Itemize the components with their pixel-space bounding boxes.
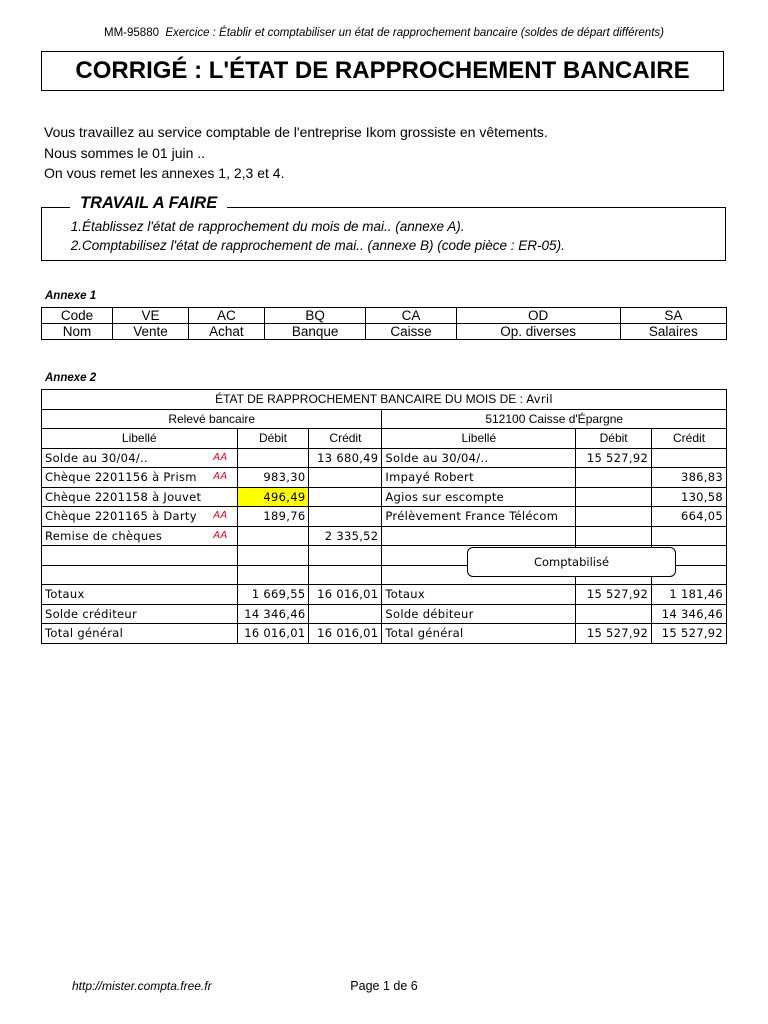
annexe1-cell: OD [456,308,620,324]
intro-line: On vous remet les annexes 1, 2,3 et 4. [44,165,285,181]
table-row [42,526,727,546]
bank-libelle-cell: Solde créditeur [42,604,238,624]
travail-box [41,207,726,261]
table-row [42,487,727,507]
bank-credit-cell [309,565,382,585]
annexe1-cell: Banque [264,324,366,340]
account-libelle-cell: Agios sur escompte [382,487,576,507]
account-credit-cell: 130,58 [652,487,727,507]
account-credit-cell [652,448,727,468]
month-value: Avril [526,392,553,407]
col-libelle: Libellé [382,429,576,449]
annexe1-names-row [42,324,727,340]
annexe1-cell: Code [42,308,113,324]
account-debit-cell [576,487,652,507]
bank-libelle-cell: Chèque 2201158 à Jouvet [42,487,238,507]
aa-mark: AA [213,451,228,463]
bank-libelle-cell: Total général [42,624,238,644]
account-credit-cell: 14 346,46 [652,604,727,624]
bank-libelle-cell: Remise de chèques AA [42,526,238,546]
travail-list [60,217,565,255]
bank-credit-cell: 2 335,52 [309,526,382,546]
bank-credit-cell [309,546,382,566]
annexe1-cell: BQ [264,308,366,324]
annexe1-table [41,307,727,340]
account-header: 512100 Caisse d'Épargne [382,409,727,429]
account-libelle-cell: Impayé Robert [382,468,576,488]
col-libelle: Libellé [42,429,238,449]
account-credit-cell: 664,05 [652,507,727,527]
bank-libelle-cell: Totaux [42,585,238,605]
account-libelle-cell: Prélèvement France Télécom [382,507,576,527]
annexe1-cell: VE [113,308,189,324]
account-debit-cell: 15 527,92 [576,448,652,468]
account-libelle-cell: Totaux [382,585,576,605]
col-credit: Crédit [652,429,727,449]
table-row [42,468,727,488]
bank-credit-cell [309,487,382,507]
bank-debit-cell [237,448,309,468]
account-libelle-cell: Solde au 30/04/.. [382,448,576,468]
annexe1-cell: CA [366,308,456,324]
table-title: ÉTAT DE RAPPROCHEMENT BANCAIRE DU MOIS DE : Avril [42,390,727,410]
bank-statement-header: Relevé bancaire [42,409,382,429]
aa-mark: AA [213,471,228,483]
page-title: CORRIGÉ : L'ÉTAT DE RAPPROCHEMENT BANCAIRE [41,51,724,91]
column-header-row [42,429,727,449]
intro-text [44,122,548,184]
account-debit-cell: 15 527,92 [576,585,652,605]
annexe1-cell: Op. diverses [456,324,620,340]
bank-libelle-cell: Solde au 30/04/.. AA [42,448,238,468]
bank-credit-cell: 16 016,01 [309,585,382,605]
account-debit-cell: 15 527,92 [576,624,652,644]
bank-debit-cell: 983,30 [237,468,309,488]
page-header [0,27,768,39]
annexe1-cell: SA [620,308,726,324]
bank-debit-cell [237,565,309,585]
col-credit: Crédit [309,429,382,449]
bank-credit-cell [309,604,382,624]
table-row [42,448,727,468]
account-debit-cell [576,507,652,527]
bank-debit-cell: 496,49 [237,487,309,507]
table-row [42,624,727,644]
account-credit-cell: 15 527,92 [652,624,727,644]
bank-libelle-cell: Chèque 2201156 à Prism AA [42,468,238,488]
travail-item: 2.Comptabilisez l'état de rapprochement de mai.. (annexe B) (code pièce : ER-05). [70,238,565,253]
section-header-row [42,409,727,429]
page-number: Page 1 de 6 [350,979,418,993]
travail-item: 1.Établissez l'état de rapprochement du mois de mai.. (annexe A). [70,219,465,234]
annexe1-label: Annexe 1 [45,290,97,302]
bank-credit-cell: 16 016,01 [309,624,382,644]
col-debit: Débit [237,429,309,449]
annexe2-label: Annexe 2 [45,372,97,384]
table-title-row [42,390,727,410]
account-credit-cell [652,526,727,546]
travail-title: TRAVAIL A FAIRE [70,194,227,213]
bank-libelle-cell [42,546,238,566]
reconciliation-table [41,389,727,644]
comptabilise-stamp: Comptabilisé [467,547,676,577]
table-row [42,585,727,605]
annexe1-cell: AC [188,308,264,324]
bank-debit-cell: 14 346,46 [237,604,309,624]
annexe1-cell: Achat [188,324,264,340]
bank-libelle-cell [42,565,238,585]
bank-libelle-cell: Chèque 2201165 à Darty AA [42,507,238,527]
bank-debit-cell: 1 669,55 [237,585,309,605]
account-libelle-cell: Total général [382,624,576,644]
account-debit-cell [576,468,652,488]
annexe1-codes-row [42,308,727,324]
footer-url: http://mister.compta.free.fr [72,979,212,993]
account-debit-cell [576,604,652,624]
account-libelle-cell [382,526,576,546]
annexe1-cell: Salaires [620,324,726,340]
account-credit-cell: 1 181,46 [652,585,727,605]
table-row [42,604,727,624]
bank-debit-cell: 189,76 [237,507,309,527]
exercise-title: Exercice : Établir et comptabiliser un état de rapprochement bancaire (soldes de départ différents) [165,27,664,39]
account-libelle-cell: Solde débiteur [382,604,576,624]
account-credit-cell: 386,83 [652,468,727,488]
bank-debit-cell [237,546,309,566]
col-debit: Débit [576,429,652,449]
table-row [42,507,727,527]
aa-mark: AA [213,529,228,541]
bank-debit-cell: 16 016,01 [237,624,309,644]
annexe1-cell: Vente [113,324,189,340]
intro-line: Vous travaillez au service comptable de l'entreprise Ikom grossiste en vêtements. [44,124,548,140]
document-code: MM-95880 [104,27,159,39]
bank-credit-cell [309,468,382,488]
annexe1-cell: Nom [42,324,113,340]
aa-mark: AA [213,510,228,522]
bank-credit-cell [309,507,382,527]
account-debit-cell [576,526,652,546]
annexe1-cell: Caisse [366,324,456,340]
intro-line: Nous sommes le 01 juin .. [44,144,206,161]
bank-credit-cell: 13 680,49 [309,448,382,468]
bank-debit-cell [237,526,309,546]
